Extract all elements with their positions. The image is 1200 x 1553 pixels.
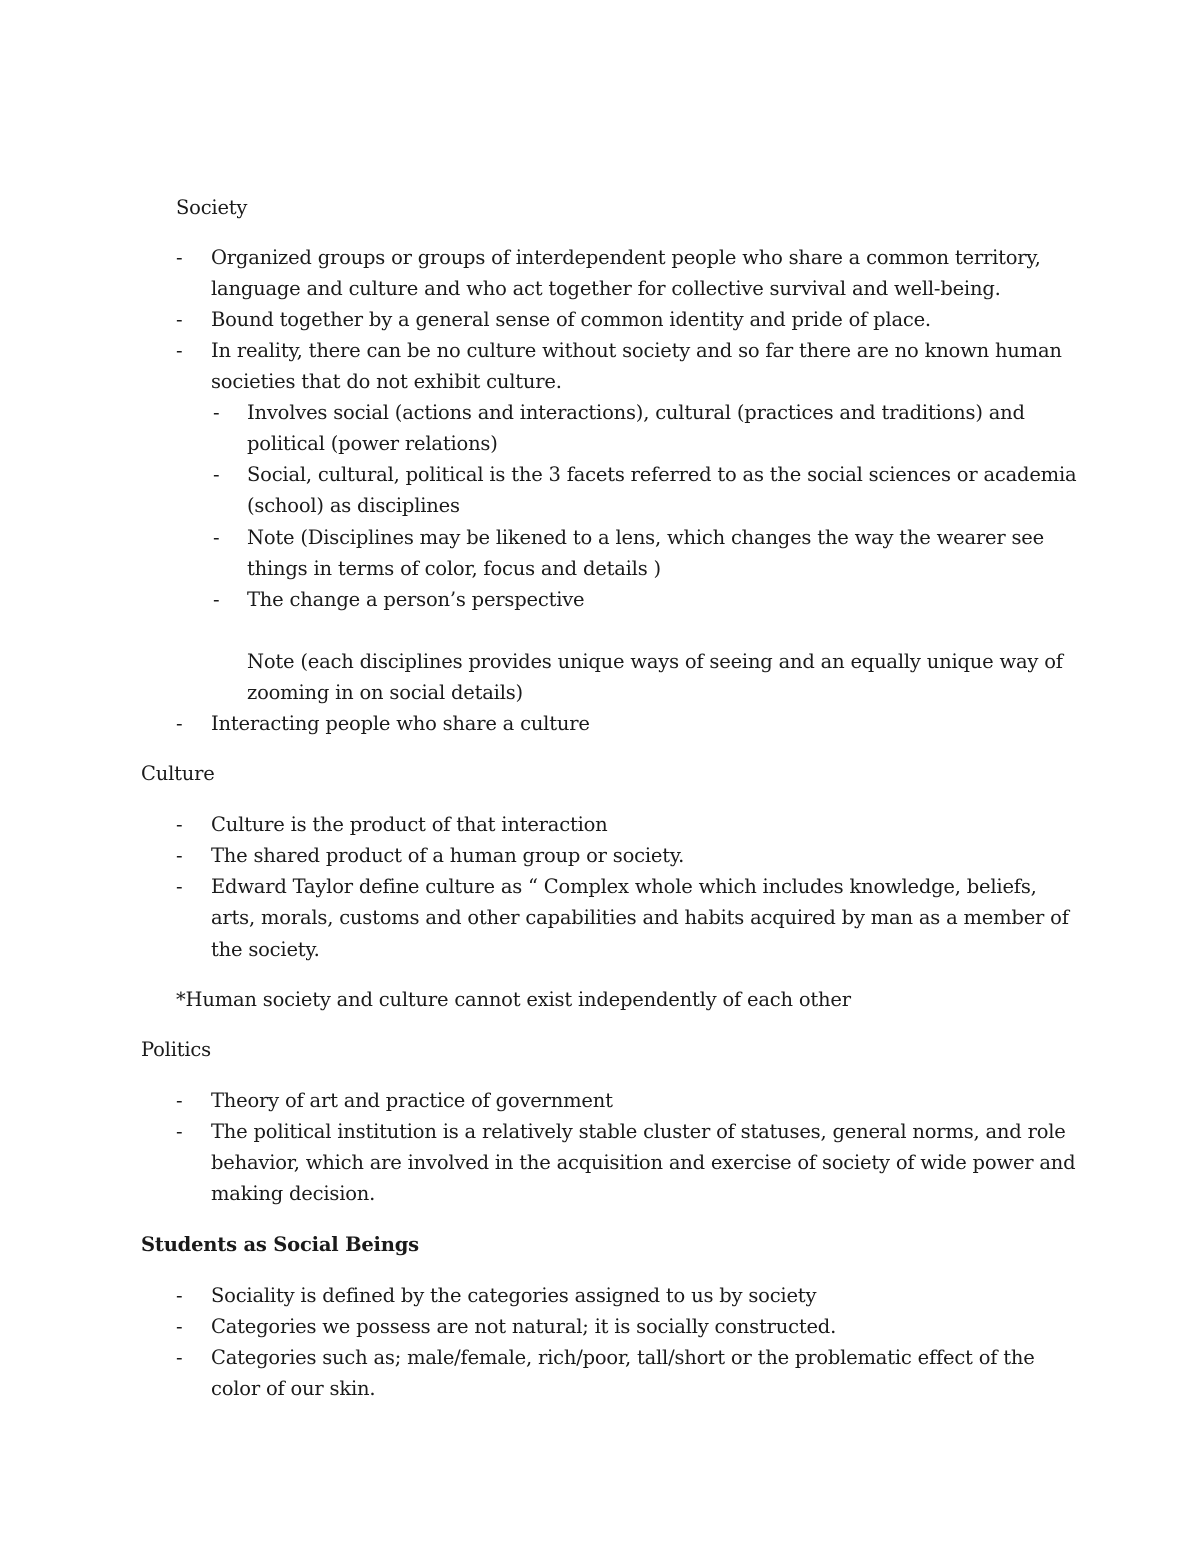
- subbullet-text: The change a person’s perspective: [247, 588, 585, 611]
- bullet-dash: -: [176, 1120, 183, 1143]
- subbullet-text: things in terms of color, focus and details ): [247, 557, 661, 580]
- bullet-text: Culture is the product of that interaction: [211, 813, 608, 836]
- section-heading-politics: Politics: [141, 1038, 211, 1061]
- subbullet-text: (school) as disciplines: [247, 494, 460, 517]
- bullet-text: societies that do not exhibit culture.: [211, 370, 562, 393]
- bullet-text: making decision.: [211, 1182, 376, 1205]
- bullet-dash: -: [176, 1089, 183, 1112]
- bullet-text: Theory of art and practice of government: [211, 1089, 613, 1112]
- bullet-dash: -: [176, 308, 183, 331]
- bullet-text: Organized groups or groups of interdependent people who share a common territory,: [211, 246, 1041, 269]
- subbullet-text: Involves social (actions and interactions), cultural (practices and traditions) and: [247, 401, 1025, 424]
- bullet-text: Interacting people who share a culture: [211, 712, 590, 735]
- bullet-text: arts, morals, customs and other capabilities and habits acquired by man as a member of: [211, 906, 1069, 929]
- section-heading-students: Students as Social Beings: [141, 1233, 419, 1256]
- bullet-text: language and culture and who act together for collective survival and well-being.: [211, 277, 1001, 300]
- subbullet-dash: -: [213, 463, 220, 486]
- sub-note-text: Note (each disciplines provides unique ways of seeing and an equally unique way of: [247, 650, 1063, 673]
- sub-note-text: zooming in on social details): [247, 681, 523, 704]
- bullet-text: behavior, which are involved in the acquisition and exercise of society of wide power and: [211, 1151, 1076, 1174]
- bullet-dash: -: [176, 813, 183, 836]
- subbullet-text: Social, cultural, political is the 3 facets referred to as the social sciences or academia: [247, 463, 1077, 486]
- bullet-text: Sociality is defined by the categories assigned to us by society: [211, 1284, 817, 1307]
- bullet-dash: -: [176, 246, 183, 269]
- bullet-text: Bound together by a general sense of common identity and pride of place.: [211, 308, 931, 331]
- bullet-text: Categories such as; male/female, rich/poor, tall/short or the problematic effect of the: [211, 1346, 1035, 1369]
- bullet-text: Edward Taylor define culture as “ Complex whole which includes knowledge, beliefs,: [211, 875, 1037, 898]
- culture-note: *Human society and culture cannot exist independently of each other: [176, 988, 851, 1011]
- subbullet-dash: -: [213, 526, 220, 549]
- bullet-text: The shared product of a human group or society.: [211, 844, 685, 867]
- bullet-text: In reality, there can be no culture without society and so far there are no known human: [211, 339, 1062, 362]
- bullet-text: the society.: [211, 938, 320, 961]
- subbullet-text: political (power relations): [247, 432, 498, 455]
- bullet-dash: -: [176, 1284, 183, 1307]
- section-heading-society: Society: [176, 196, 248, 219]
- bullet-text: Categories we possess are not natural; it is socially constructed.: [211, 1315, 837, 1338]
- subbullet-text: Note (Disciplines may be likened to a lens, which changes the way the wearer see: [247, 526, 1044, 549]
- bullet-dash: -: [176, 712, 183, 735]
- bullet-dash: -: [176, 875, 183, 898]
- bullet-dash: -: [176, 339, 183, 362]
- section-heading-culture: Culture: [141, 762, 215, 785]
- bullet-text: The political institution is a relatively stable cluster of statuses, general norms, and role: [211, 1120, 1066, 1143]
- subbullet-dash: -: [213, 588, 220, 611]
- bullet-dash: -: [176, 1315, 183, 1338]
- bullet-dash: -: [176, 1346, 183, 1369]
- bullet-text: color of our skin.: [211, 1377, 376, 1400]
- subbullet-dash: -: [213, 401, 220, 424]
- bullet-dash: -: [176, 844, 183, 867]
